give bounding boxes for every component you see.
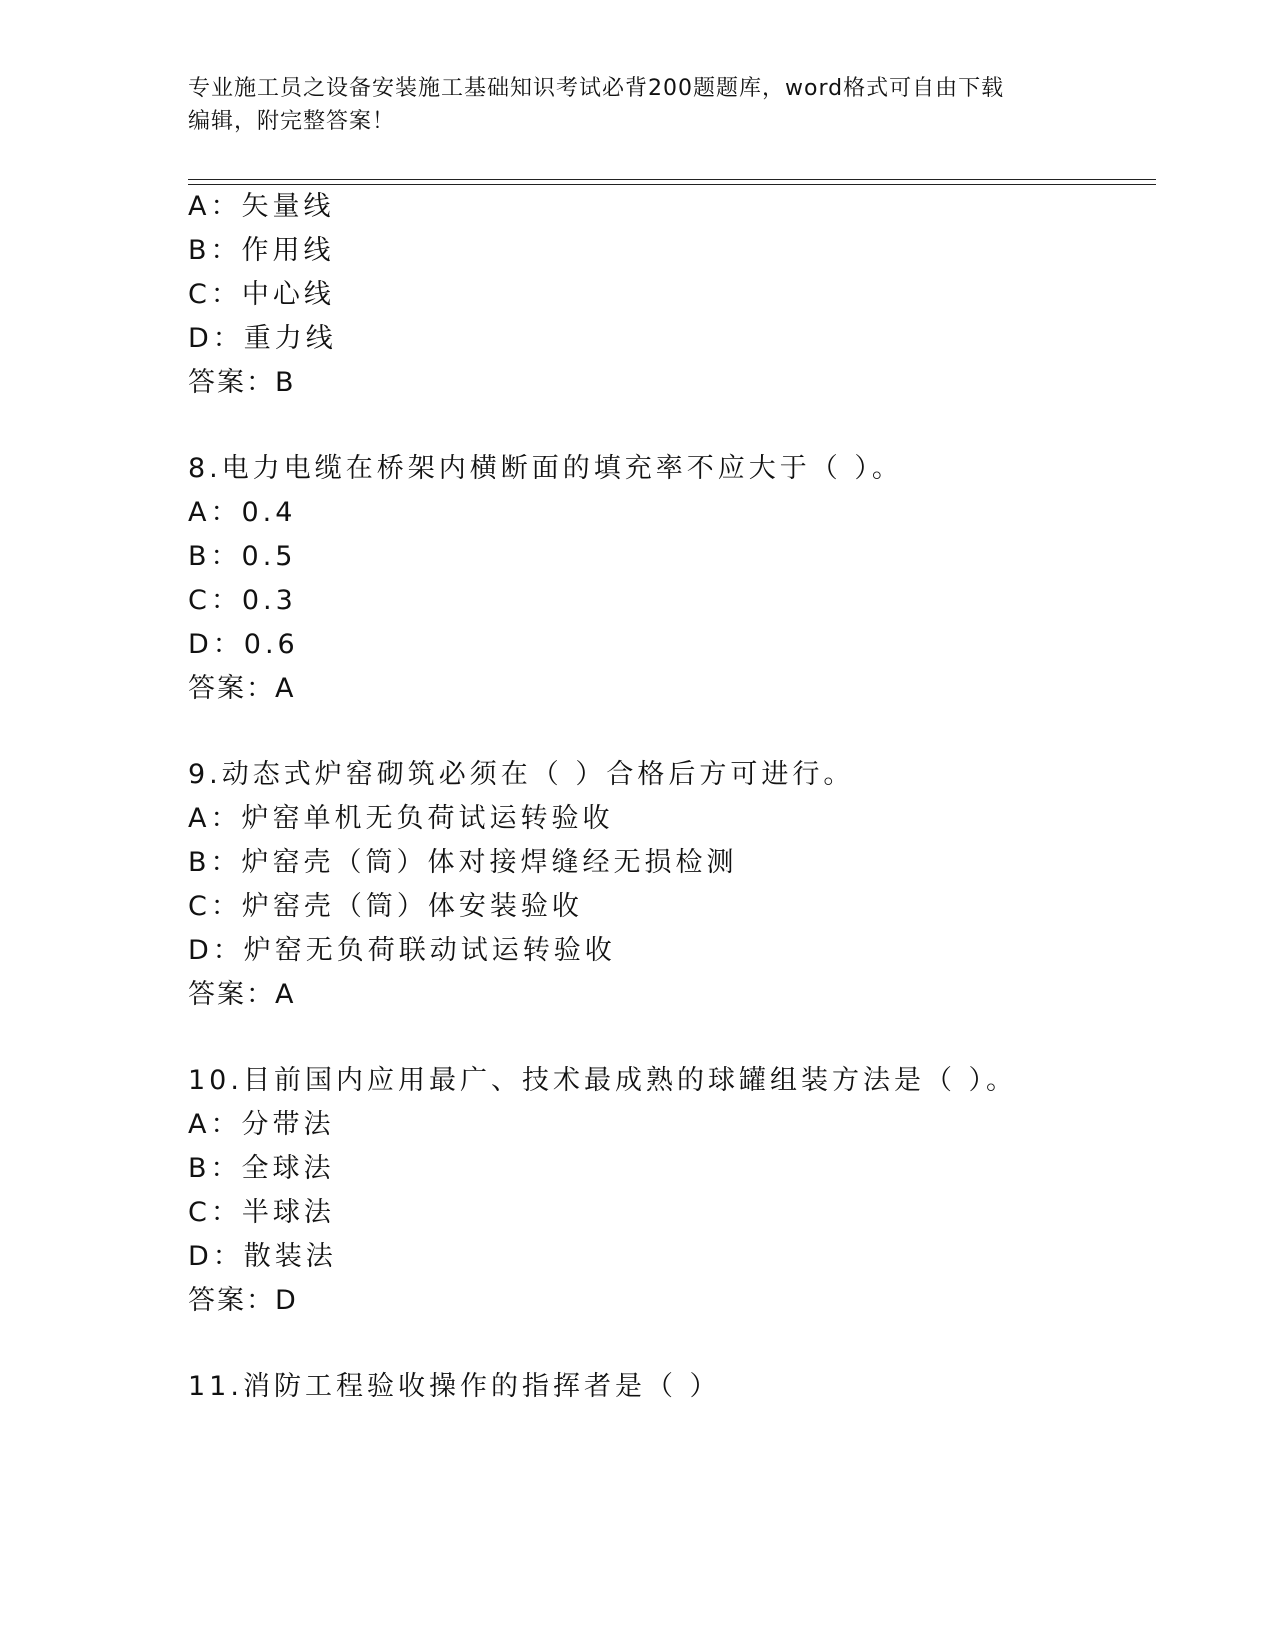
header-divider-bottom	[188, 184, 1156, 185]
q8-stem: 8.电力电缆在桥架内横断面的填充率不应大于（ ）。	[188, 453, 903, 484]
q10-answer: 答案：D	[188, 1285, 298, 1316]
q9-stem: 9.动态式炉窑砌筑必须在（ ）合格后方可进行。	[188, 759, 855, 790]
header-line-1: 专业施工员之设备安装施工基础知识考试必背200题题库，word格式可自由下载	[188, 76, 1005, 101]
q9-option-b: B：炉窑壳（筒）体对接焊缝经无损检测	[188, 847, 738, 878]
q11-stem: 11.消防工程验收操作的指挥者是（ ）	[188, 1371, 721, 1402]
q8-option-c: C：0.3	[188, 585, 297, 616]
q9-option-c: C：炉窑壳（筒）体安装验收	[188, 891, 583, 922]
q10-option-c: C：半球法	[188, 1197, 335, 1228]
header-line-2: 编辑，附完整答案！	[188, 109, 396, 134]
document-header	[188, 72, 1068, 138]
q9-option-d: D：炉窑无负荷联动试运转验收	[188, 935, 616, 966]
q8-option-d: D：0.6	[188, 629, 299, 660]
q8-option-a: A：0.4	[188, 497, 297, 528]
q10-stem: 10.目前国内应用最广、技术最成熟的球罐组装方法是（ ）。	[188, 1065, 1018, 1096]
q7-answer: 答案：B	[188, 367, 296, 398]
q7-option-a: A：矢量线	[188, 191, 335, 222]
q7-option-d: D：重力线	[188, 323, 337, 354]
q9-option-a: A：炉窑单机无负荷试运转验收	[188, 803, 614, 834]
q9-answer: 答案：A	[188, 979, 296, 1010]
header-divider-top	[188, 179, 1156, 180]
q8-answer: 答案：A	[188, 673, 296, 704]
q7-option-b: B：作用线	[188, 235, 335, 266]
q10-option-a: A：分带法	[188, 1109, 335, 1140]
q10-option-d: D：散装法	[188, 1241, 337, 1272]
q8-option-b: B：0.5	[188, 541, 297, 572]
q7-option-c: C：中心线	[188, 279, 335, 310]
q10-option-b: B：全球法	[188, 1153, 335, 1184]
